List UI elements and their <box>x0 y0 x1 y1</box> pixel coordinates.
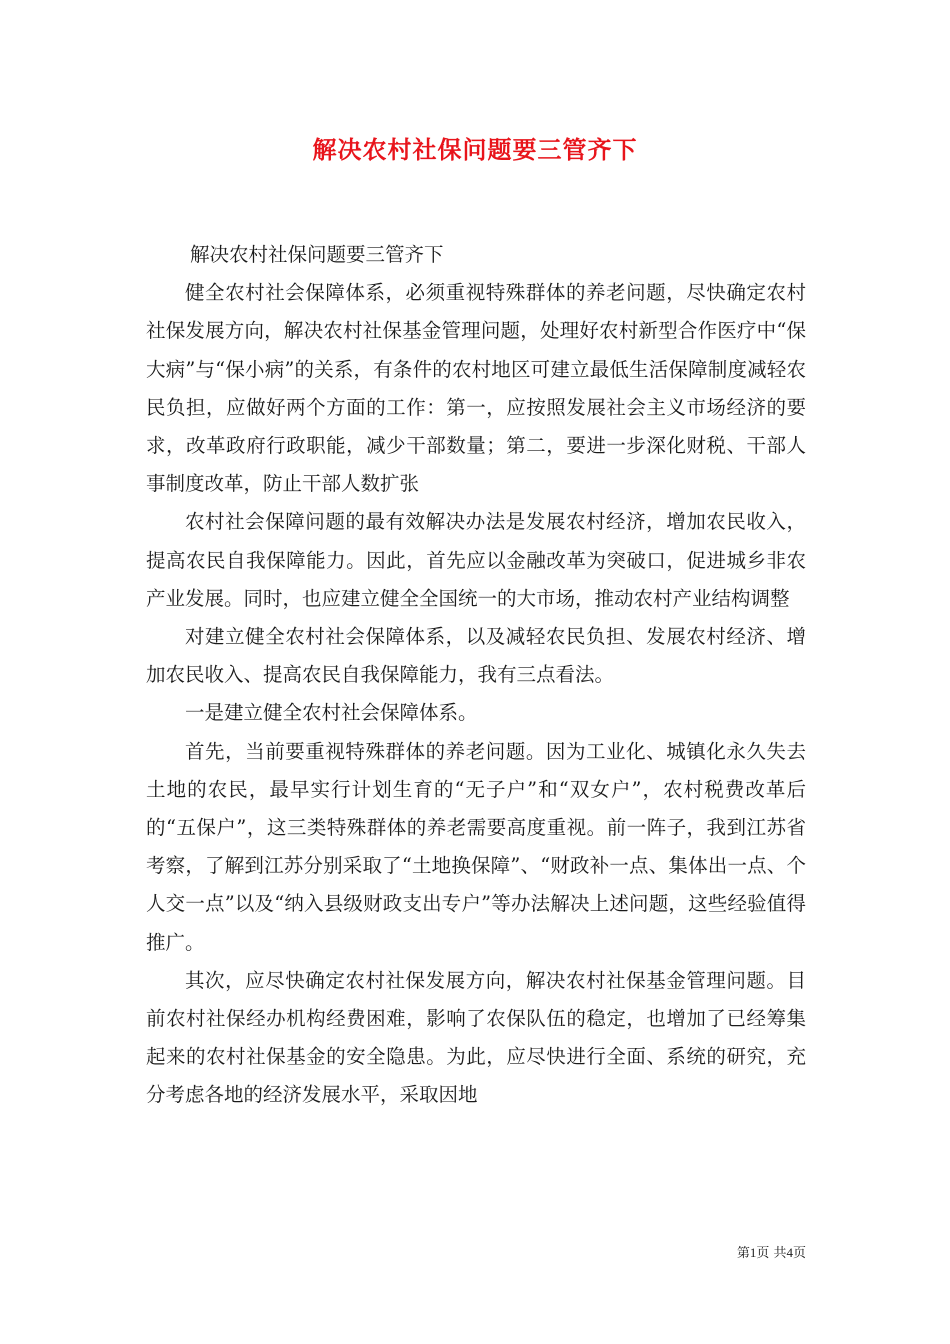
paragraph: 首先，当前要重视特殊群体的养老问题。因为工业化、城镇化永久失去土地的农民，最早实行计划生育的“无子户”和“双女户”，农村税费改革后的“五保户”，这三类特殊群体的养老需要高度重视。前一阵子，我到江苏省考察，了解到江苏分别采取了“土地换保障”、“财政补一点、集体出一点、个人交一点”以及“纳入县级财政支出专户”等办法解决上述问题，这些经验值得推广。 <box>146 739 806 954</box>
footer-suffix: 页 <box>792 1246 806 1261</box>
paragraph: 对建立健全农村社会保障体系，以及减轻农民负担、发展农村经济、增加农民收入、提高农民自我保障能力，我有三点看法。 <box>146 625 806 687</box>
footer-prefix: 第 <box>736 1246 750 1261</box>
paragraph: 其次，应尽快确定农村社保发展方向，解决农村社保基金管理问题。目前农村社保经办机构经费困难，影响了农保队伍的稳定，也增加了已经筹集起来的农村社保基金的安全隐患。为此，应尽快进行全面、系统的研究，充分考虑各地的经济发展水平，采取因地 <box>146 968 806 1107</box>
footer-page-total: 4 <box>786 1245 793 1260</box>
page-number-footer <box>646 1244 806 1263</box>
paragraph: 一是建立健全农村社会保障体系。 <box>185 701 478 725</box>
footer-middle: 页 共 <box>756 1246 787 1261</box>
paragraph-subtitle: 解决农村社保问题要三管齐下 <box>190 243 444 266</box>
footer-page-current: 1 <box>749 1245 757 1260</box>
document-body <box>146 236 806 1115</box>
paragraph: 健全农村社会保障体系，必须重视特殊群体的养老问题，尽快确定农村社保发展方向，解决农村社保基金管理问题，处理好农村新型合作医疗中“保大病”与“保小病”的关系，有条件的农村地区可建立最低生活保障制度减轻农民负担，应做好两个方面的工作：第一，应按照发展社会主义市场经济的要求，改革政府行政职能，减少干部数量；第二，要进一步深化财税、干部人事制度改革，防止干部人数扩张 <box>146 281 806 496</box>
paragraph: 农村社会保障问题的最有效解决办法是发展农村经济，增加农民收入，提高农民自我保障能力。因此，首先应以金融改革为突破口，促进城乡非农产业发展。同时，也应建立健全全国统一的大市场，推动农村产业结构调整 <box>146 510 806 610</box>
page-title: 解决农村社保问题要三管齐下 <box>312 135 638 164</box>
